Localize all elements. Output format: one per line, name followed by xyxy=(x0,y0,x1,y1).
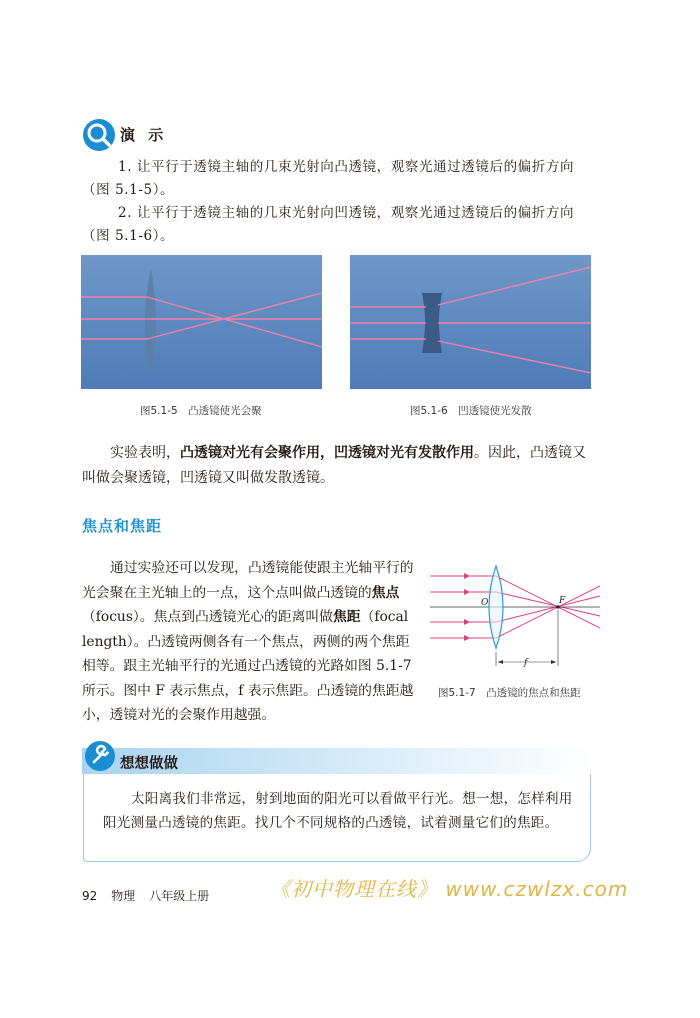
section-heading: 焦点和焦距 xyxy=(82,517,163,535)
focal-point-paragraph xyxy=(82,556,418,728)
demo-title: 演 示 xyxy=(120,126,168,144)
focal-text-1: 通过实验还可以发现，凸透镜能使跟主光轴平行的光会聚在主光轴上的一点，这个点叫做凸透镜的 xyxy=(82,560,414,601)
convex-lens-photo xyxy=(81,255,322,389)
page-footer xyxy=(82,887,223,904)
book-volume: 八年级上册 xyxy=(149,889,210,903)
figure-5-1-6-caption: 图5.1-6 凹透镜使光发散 xyxy=(410,405,532,417)
think-and-do-text: 太阳离我们非常远，射到地面的阳光可以看做平行光。想一想，怎样利用阳光测量凸透镜的焦距。找几个不同规格的凸透镜，试着测量它们的焦距。 xyxy=(103,791,573,831)
focal-length-label: f xyxy=(524,658,528,668)
term-focal-length: 焦距 xyxy=(332,609,361,625)
focal-text-3: （focal length）。凸透镜两侧各有一个焦点，两侧的两个焦距相等。跟主光轴平行的光通过凸透镜的光路如图 5.1-7 所示。图中 F 表示焦点，f 表示焦距。凸透镜的焦距越小，透镜对光的会聚作用越强。 xyxy=(82,609,414,723)
demo-step-1: 1. 让平行于透镜主轴的几束光射向凸透镜，观察光通过透镜后的偏折方向（图 5.1-5）。 xyxy=(82,159,575,198)
demo-magnifier-icon xyxy=(82,118,116,152)
term-focus: 焦点 xyxy=(371,584,400,601)
conclusion-emphasis: 凸透镜对光有会聚作用，凹透镜对光有发散作用 xyxy=(180,445,474,461)
wrench-icon xyxy=(84,740,116,772)
watermark: 《初中物理在线》 www.czwlzx.com xyxy=(270,877,629,901)
figure-5-1-5-caption: 图5.1-5 凸透镜使光会聚 xyxy=(140,405,262,417)
book-subject: 物理 xyxy=(111,889,136,903)
focal-length-diagram xyxy=(430,562,600,672)
page-number: 92 xyxy=(82,889,98,903)
focus-label: F xyxy=(559,596,566,606)
concave-lens-photo xyxy=(350,255,591,389)
focal-text-2: （focus）。焦点到凸透镜光心的距离叫做 xyxy=(82,609,333,625)
optical-center-label: O xyxy=(481,598,489,608)
conclusion-text-end: 。因此，凸透镜又叫做会聚透镜，凹透镜又叫做发散透镜。 xyxy=(82,445,586,486)
conclusion-paragraph xyxy=(82,441,594,491)
think-and-do-title: 想想做做 xyxy=(120,756,178,772)
demo-step-2: 2. 让平行于透镜主轴的几束光射向凹透镜，观察光通过透镜后的偏折方向（图 5.1-6）。 xyxy=(82,205,575,244)
figure-5-1-7-caption: 图5.1-7 凸透镜的焦点和焦距 xyxy=(438,687,581,699)
conclusion-text: 实验表明， xyxy=(110,445,180,461)
